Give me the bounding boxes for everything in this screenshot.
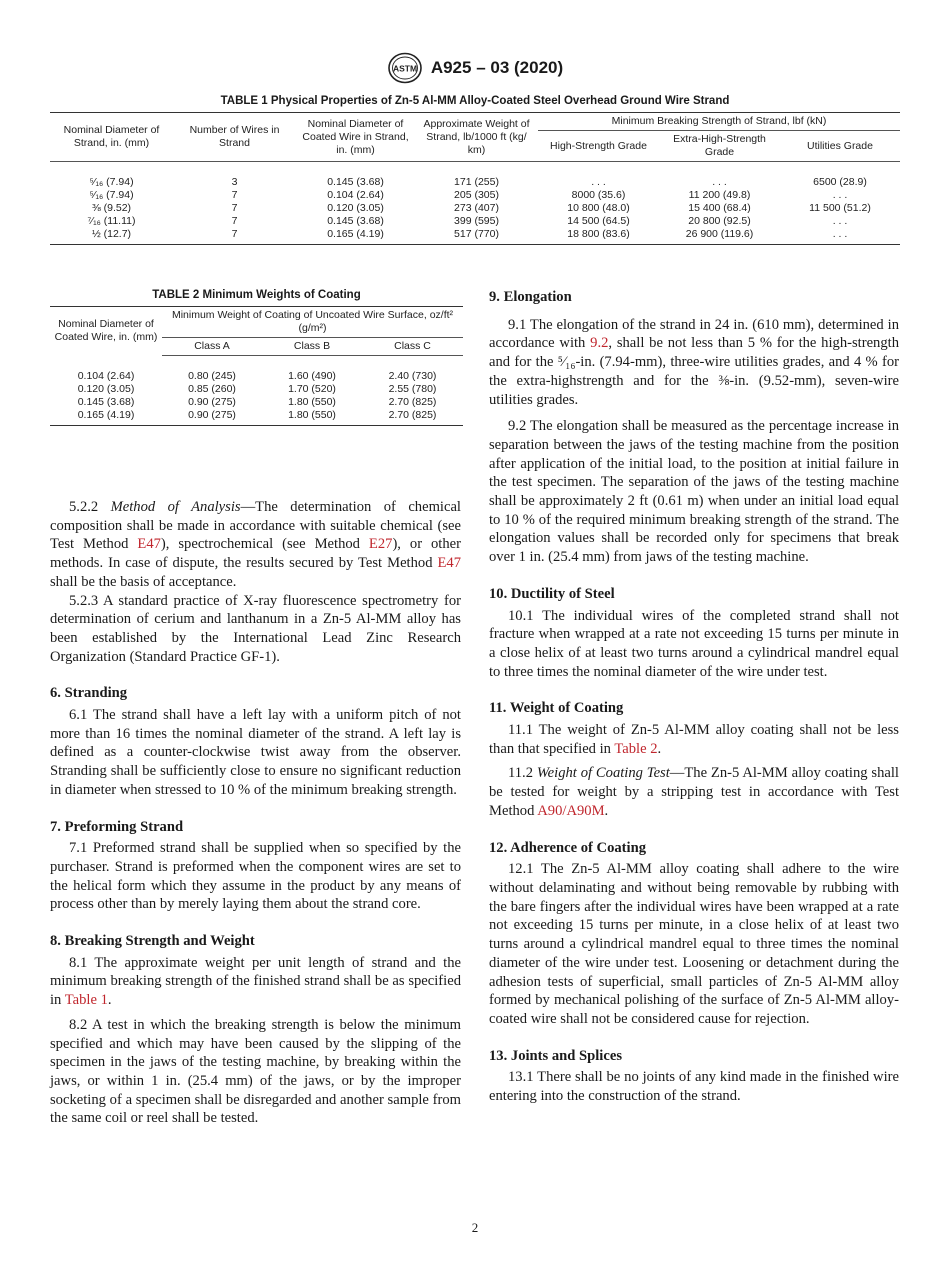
t2-header-class-b: Class B (262, 338, 362, 356)
table-row (50, 356, 463, 384)
paragraph-8-1 (50, 954, 461, 1010)
designation: A925 – 03 (2020) (430, 58, 564, 77)
table-row (50, 202, 900, 215)
page-header (0, 52, 950, 84)
t1-header-extra-high: Extra-High-Strength Grade (659, 131, 780, 162)
para-text: —The determination of chemical composition shall be made in accordance with suitable chemical (see Test Method (50, 499, 461, 553)
para-title: Weight of Coating Test (536, 765, 670, 782)
table-cell: ⁷⁄₁₆ (11.11) (87, 215, 136, 228)
table-cell: 1.80 (550) (288, 396, 336, 409)
table-cell: 2.40 (730) (388, 370, 437, 383)
table-cell: ⅜ (9.52) (91, 202, 132, 215)
paragraph-5-2-2 (50, 498, 461, 592)
table-row (50, 215, 900, 228)
t1-header-high: High-Strength Grade (538, 131, 659, 162)
table-cell: 0.104 (2.64) (327, 189, 384, 202)
table-cell: 171 (255) (454, 176, 499, 189)
table-cell: 7 (173, 228, 296, 245)
table-row (50, 396, 463, 409)
t1-header-diameter: Nominal Diameter of Strand, in. (mm) (50, 113, 173, 162)
table-cell: 10 800 (48.0) (567, 202, 630, 215)
table-cell: 0.145 (3.68) (77, 396, 135, 409)
paragraph-6-1: 6.1 The strand shall have a left lay with a uniform pitch of not more than 16 times the nominal diameter of the strand. A left lay is defined as a counter-clockwise twist away from the observer. Stranding shall be sufficiently close to ensure no significant reduction in diameter when stressed to 10 % of the minimum breaking strength. (50, 707, 461, 798)
e47-link[interactable]: E47 (437, 555, 461, 572)
table-2-link[interactable]: Table 2 (614, 740, 658, 757)
para-text: , shall be not less than 5 % for the high-strength and for the ⁵⁄₁₆-in. (7.94-mm), three-wire utilities grades, and 4 % for the extra-highstrength and for the ⅜-in. (9.52-mm), seven-wire utilities grades. (489, 335, 899, 408)
logo-text: ASTM (392, 63, 417, 74)
table-cell: . . . (712, 176, 727, 189)
table-cell: 14 500 (64.5) (567, 215, 630, 228)
table-cell: 0.104 (2.64) (77, 370, 135, 383)
section-11-heading: 11. Weight of Coating (489, 700, 624, 717)
section-10-heading: 10. Ductility of Steel (489, 585, 615, 602)
paragraph-10-1: 10.1 The individual wires of the completed strand shall not fracture when wrapped at a rate not exceeding 15 turns per minute in a close helix of at least two turns around a cylindrical mandrel equal to three times the nominal diameter of the wire under test. (489, 607, 899, 680)
table-cell: . . . (832, 189, 848, 202)
table-cell: 20 800 (92.5) (688, 215, 751, 228)
table-cell: ½ (12.7) (50, 228, 173, 245)
para-text: —The Zn-5 Al-MM alloy coating shall be tested for weight by a stripping test in accordance with Test Method (489, 765, 899, 819)
table1-caption: TABLE 1 Physical Properties of Zn-5 Al-MM Alloy-Coated Steel Overhead Ground Wire Strand (220, 95, 730, 107)
paragraph-11-2 (489, 764, 899, 820)
table-cell: 0.80 (245) (188, 370, 236, 383)
table-cell: 0.120 (3.05) (327, 202, 384, 215)
right-column (489, 288, 899, 1106)
e27-link[interactable]: E27 (368, 536, 393, 553)
paragraph-11-1 (489, 721, 899, 758)
table-cell: . . . (591, 176, 606, 189)
table-cell: 26 900 (119.6) (659, 228, 780, 245)
para-text: 8.1 The approximate weight per unit length of strand and the minimum breaking strength of the finished strand shall be as specified in (50, 954, 461, 1009)
table-cell: 1.80 (550) (262, 409, 362, 426)
paragraph-12-1: 12.1 The Zn-5 Al-MM alloy coating shall adhere to the wire without delaminating and without being removable by rubbing with the bare fingers after the individual wires have been wrapped at a rate not exceeding 15 turns per minute, in a close helix of at least two turns around a cylindrical mandrel equal to three times the nominal diameter of the wire under test. Loosening or detachment during the adhesion tests of superficial, small particles of Zn-5 Al-MM alloy formed by mechanical polishing of the surface of Zn-5 Al-MM alloy-coated wire shall not be considered cause for rejection. (489, 861, 899, 1027)
t2-header-diameter: Nominal Diameter of Coated Wire, in. (mm) (50, 307, 162, 356)
paragraph-8-2: 8.2 A test in which the breaking strength is below the minimum specified and which may have been caused by the slipping of the specimen in the jaws of the testing machine, by breaking within the jaws, or within 1 in. (25.4 mm) of the jaws, or by the improper socketing of a specimen shall be disregarded and another sample from the same coil or reel shall be tested. (50, 1016, 461, 1127)
t1-header-utilities: Utilities Grade (780, 131, 900, 162)
para-number: 11.2 (508, 765, 533, 782)
table-row (50, 189, 900, 202)
table-cell: 0.145 (3.68) (327, 215, 384, 228)
table-cell: 0.90 (275) (188, 396, 236, 409)
table-cell: 2.55 (780) (388, 383, 437, 396)
section-6-heading: 6. Stranding (50, 685, 128, 702)
table-cell: 6500 (28.9) (813, 176, 867, 189)
table-cell: 273 (407) (454, 202, 499, 215)
para-text: . (657, 740, 662, 757)
table1 (50, 112, 900, 245)
table-cell: 0.145 (3.68) (327, 176, 384, 189)
section-7-heading: 7. Preforming Strand (50, 818, 184, 835)
left-column (50, 498, 461, 1128)
para-number: 5.2.2 (69, 499, 99, 515)
table-cell: ⁵⁄₁₆ (7.94) (89, 176, 134, 189)
para-title: Method of Analysis (110, 499, 241, 515)
t2-header-group: Minimum Weight of Coating of Uncoated Wire Surface, oz/ft² (g/m²) (162, 307, 463, 338)
table-row (50, 162, 900, 190)
section-12-heading: 12. Adherence of Coating (489, 839, 647, 856)
t1-header-breaking-group: Minimum Breaking Strength of Strand, lbf (kN) (538, 113, 900, 131)
table-row (50, 383, 463, 396)
para-text: 11.1 The weight of Zn-5 Al-MM alloy coating shall not be less than that specified in (489, 722, 899, 757)
table-cell: . . . (832, 215, 848, 228)
paragraph-5-2-3: 5.2.3 A standard practice of X-ray fluorescence spectrometry for determination of cerium and lanthanum in a Zn-5 Al-MM alloy has been established by the International Lead Zinc Research Organization (Standard Practice GF-1). (50, 592, 461, 665)
table-cell: 2.70 (825) (362, 409, 463, 426)
table-cell: 399 (595) (454, 215, 499, 228)
table-cell: 0.85 (260) (188, 383, 236, 396)
para-text: . (107, 992, 112, 1009)
section-9-heading: 9. Elongation (489, 289, 572, 305)
t1-header-wire-diameter: Nominal Diameter of Coated Wire in Strand, in. (mm) (296, 113, 415, 162)
table-cell: 2.70 (825) (388, 396, 437, 409)
page-number: 2 (471, 1220, 479, 1235)
t2-header-class-c: Class C (362, 338, 463, 356)
table-cell: 7 (231, 215, 238, 228)
table-cell: 11 500 (51.2) (809, 202, 871, 215)
table-cell: 8000 (35.6) (571, 189, 626, 202)
table-cell: . . . (780, 228, 900, 245)
para-text: shall be the basis of acceptance. (50, 573, 237, 590)
section-9-2-link[interactable]: 9.2 (590, 335, 609, 352)
section-8-heading: 8. Breaking Strength and Weight (50, 933, 255, 950)
table-1-link[interactable]: Table 1 (64, 992, 108, 1009)
para-text: ), spectrochemical (see Method (160, 536, 369, 553)
table-cell: 15 400 (68.4) (688, 202, 751, 215)
paragraph-9-1 (489, 316, 899, 410)
table-cell: 0.165 (4.19) (50, 409, 162, 426)
section-13-heading: 13. Joints and Splices (489, 1047, 622, 1064)
table-row (50, 409, 463, 426)
table2-caption: TABLE 2 Minimum Weights of Coating (152, 289, 361, 301)
table-cell: 18 800 (83.6) (538, 228, 659, 245)
para-text: ), or other methods. In case of dispute, the results secured by Test Method (50, 536, 461, 572)
paragraph-9-2: 9.2 The elongation shall be measured as the percentage increase in separation between the jaws of the testing machine from the position after application of the initial load, to the position at initial failure in the test specimen. The separation of the jaws of the testing machine shall be approximately 2 ft (0.61 m) when under an initial load equal to 10 % of the required minimum breaking strength of the strand. The elongation values shall be recorded only for specimens that break over 1 in. (25.4 mm) from jaws of the testing machine. (489, 418, 899, 566)
table-cell: 1.60 (490) (288, 370, 336, 383)
table2 (50, 306, 463, 426)
table-cell: 205 (305) (454, 189, 499, 202)
para-text: 9.1 The elongation of the strand in 24 in. (610 mm), determined in accordance with (489, 316, 899, 352)
t2-header-class-a: Class A (162, 338, 262, 356)
paragraph-13-1: 13.1 There shall be no joints of any kind made in the finished wire entering into the construction of the strand. (489, 1069, 899, 1105)
table-cell: 0.165 (4.19) (296, 228, 415, 245)
table-cell: 11 200 (49.8) (688, 189, 751, 202)
para-text: . (604, 802, 609, 819)
table-cell: 517 (770) (415, 228, 538, 245)
astm-logo-icon (387, 52, 423, 84)
paragraph-7-1: 7.1 Preformed strand shall be supplied when so specified by the purchaser. Strand is preformed when the component wires are set to the helical form which they assume in the product by any means of process other than by merely laying them about the strand core. (50, 840, 461, 913)
table-row (50, 228, 900, 245)
table-cell: 7 (231, 202, 238, 215)
table-cell: 3 (231, 176, 238, 189)
a90-link[interactable]: A90/A90M (537, 802, 605, 819)
e47-link[interactable]: E47 (137, 536, 161, 553)
t1-header-weight: Approximate Weight of Strand, lb/1000 ft (kg/ km) (415, 113, 538, 162)
table-cell: 7 (231, 189, 238, 202)
table-cell: ⁵⁄₁₆ (7.94) (89, 189, 134, 202)
t1-header-wires: Number of Wires in Strand (173, 113, 296, 162)
table-cell: 0.120 (3.05) (77, 383, 135, 396)
table-cell: 1.70 (520) (288, 383, 336, 396)
table-cell: 0.90 (275) (162, 409, 262, 426)
